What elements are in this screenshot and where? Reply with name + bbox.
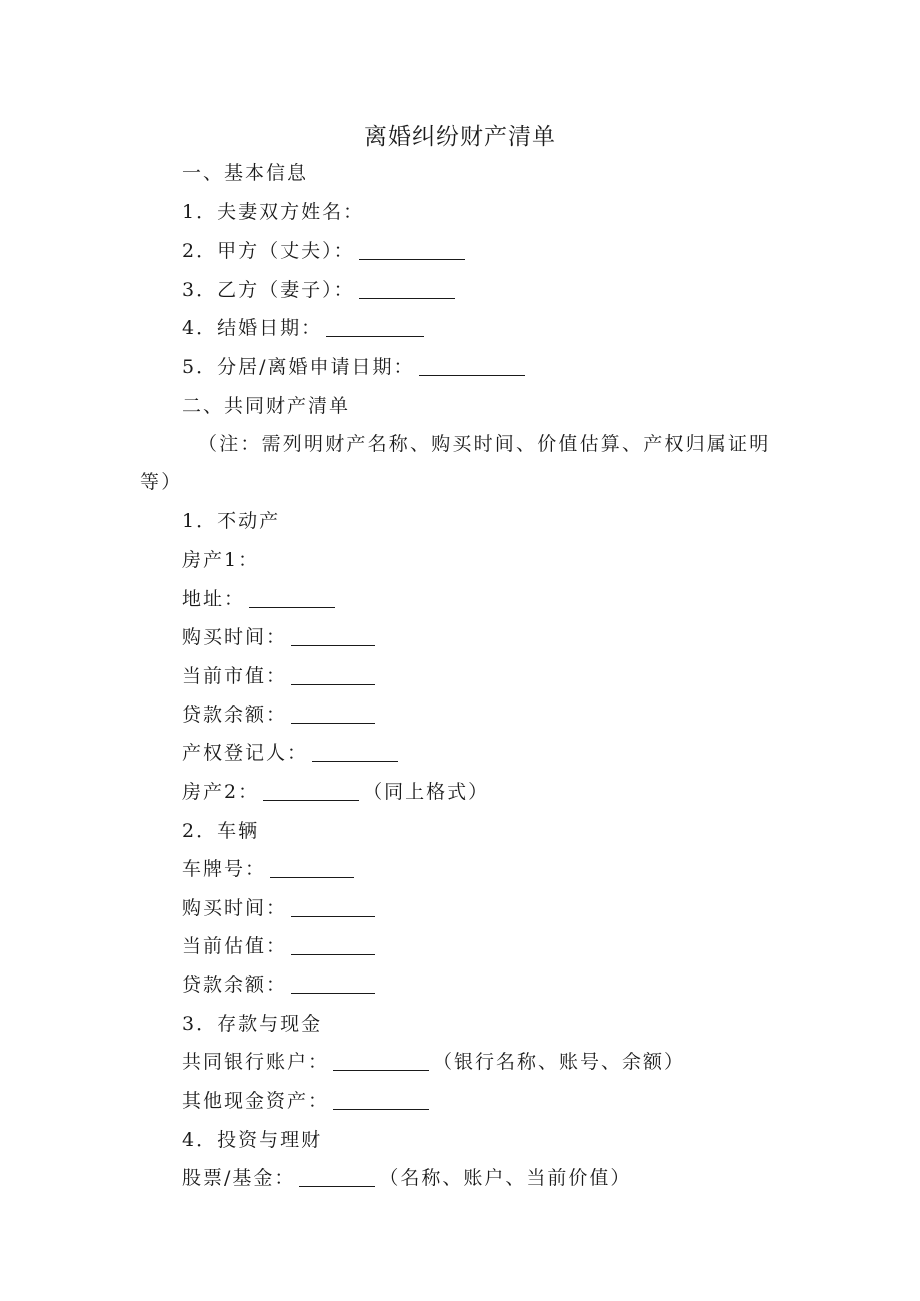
bank-account-label: 共同银行账户： xyxy=(182,1051,330,1073)
house-loan-balance-row xyxy=(182,702,379,728)
address-blank[interactable] xyxy=(249,587,335,608)
marriage-date-row xyxy=(182,315,428,341)
house2-blank[interactable] xyxy=(263,780,359,801)
other-cash-blank[interactable] xyxy=(333,1089,429,1110)
house1-label: 房产1： xyxy=(182,549,260,571)
separation-date-row xyxy=(182,354,529,380)
husband-label: 2．甲方（丈夫）： xyxy=(182,240,355,262)
vehicle-value-row xyxy=(182,933,379,959)
separation-date-label: 5．分居/离婚申请日期： xyxy=(182,356,415,378)
husband-row xyxy=(182,238,469,264)
registrant-row xyxy=(182,740,402,766)
house-purchase-time-label: 购买时间： xyxy=(182,626,288,648)
plate-row xyxy=(182,856,358,882)
stocks-suffix: （名称、账户、当前价值） xyxy=(379,1167,632,1189)
wife-blank[interactable] xyxy=(359,278,455,299)
section-basic-info-heading: 一、基本信息 xyxy=(182,162,309,184)
house2-label: 房产2： xyxy=(182,781,260,803)
vehicle-value-label: 当前估值： xyxy=(182,935,288,957)
market-value-row xyxy=(182,663,379,689)
plate-blank[interactable] xyxy=(270,857,354,878)
market-value-blank[interactable] xyxy=(291,664,375,685)
marriage-date-label: 4．结婚日期： xyxy=(182,317,323,339)
document-title: 离婚纠纷财产清单 xyxy=(364,124,556,150)
other-cash-row xyxy=(182,1088,433,1114)
spouse-names-label xyxy=(182,199,364,225)
house2-row xyxy=(182,779,489,805)
registrant-label: 产权登记人： xyxy=(182,742,309,764)
separation-date-blank[interactable] xyxy=(419,355,525,376)
deposits-heading: 3．存款与现金 xyxy=(182,1013,323,1035)
stocks-label: 股票/基金： xyxy=(182,1167,296,1189)
address-label: 地址： xyxy=(182,588,246,610)
vehicle-purchase-time-label: 购买时间： xyxy=(182,897,288,919)
marriage-date-blank[interactable] xyxy=(326,316,424,337)
wife-row xyxy=(182,277,459,303)
vehicle-loan-balance-blank[interactable] xyxy=(291,973,375,994)
section-joint-property-heading: 二、共同财产清单 xyxy=(182,395,351,417)
bank-account-suffix: （银行名称、账号、余额） xyxy=(433,1051,686,1073)
address-row xyxy=(182,586,339,612)
house-purchase-time-blank[interactable] xyxy=(291,625,375,646)
vehicle-heading: 2．车辆 xyxy=(182,820,260,842)
real-estate-heading: 1．不动产 xyxy=(182,510,281,532)
vehicle-purchase-time-row xyxy=(182,895,379,921)
bank-account-blank[interactable] xyxy=(333,1050,429,1071)
other-cash-label: 其他现金资产： xyxy=(182,1090,330,1112)
vehicle-loan-balance-row xyxy=(182,972,379,998)
bank-account-row xyxy=(182,1049,685,1075)
house-purchase-time-row xyxy=(182,624,379,650)
joint-property-note: （注：需列明财产名称、购买时间、价值估算、产权归属证明等） xyxy=(140,433,771,493)
vehicle-purchase-time-blank[interactable] xyxy=(291,896,375,917)
vehicle-loan-balance-label: 贷款余额： xyxy=(182,974,288,996)
wife-label: 3．乙方（妻子）： xyxy=(182,279,355,301)
house-loan-balance-blank[interactable] xyxy=(291,703,375,724)
stocks-row xyxy=(182,1165,631,1191)
vehicle-value-blank[interactable] xyxy=(291,934,375,955)
house-loan-balance-label: 贷款余额： xyxy=(182,704,288,726)
investments-heading: 4．投资与理财 xyxy=(182,1129,323,1151)
registrant-blank[interactable] xyxy=(312,741,398,762)
stocks-blank[interactable] xyxy=(299,1166,375,1187)
husband-blank[interactable] xyxy=(359,239,465,260)
plate-label: 车牌号： xyxy=(182,858,267,880)
market-value-label: 当前市值： xyxy=(182,665,288,687)
spouse-names-text: 1．夫妻双方姓名： xyxy=(182,201,365,223)
house2-suffix: （同上格式） xyxy=(363,781,490,803)
